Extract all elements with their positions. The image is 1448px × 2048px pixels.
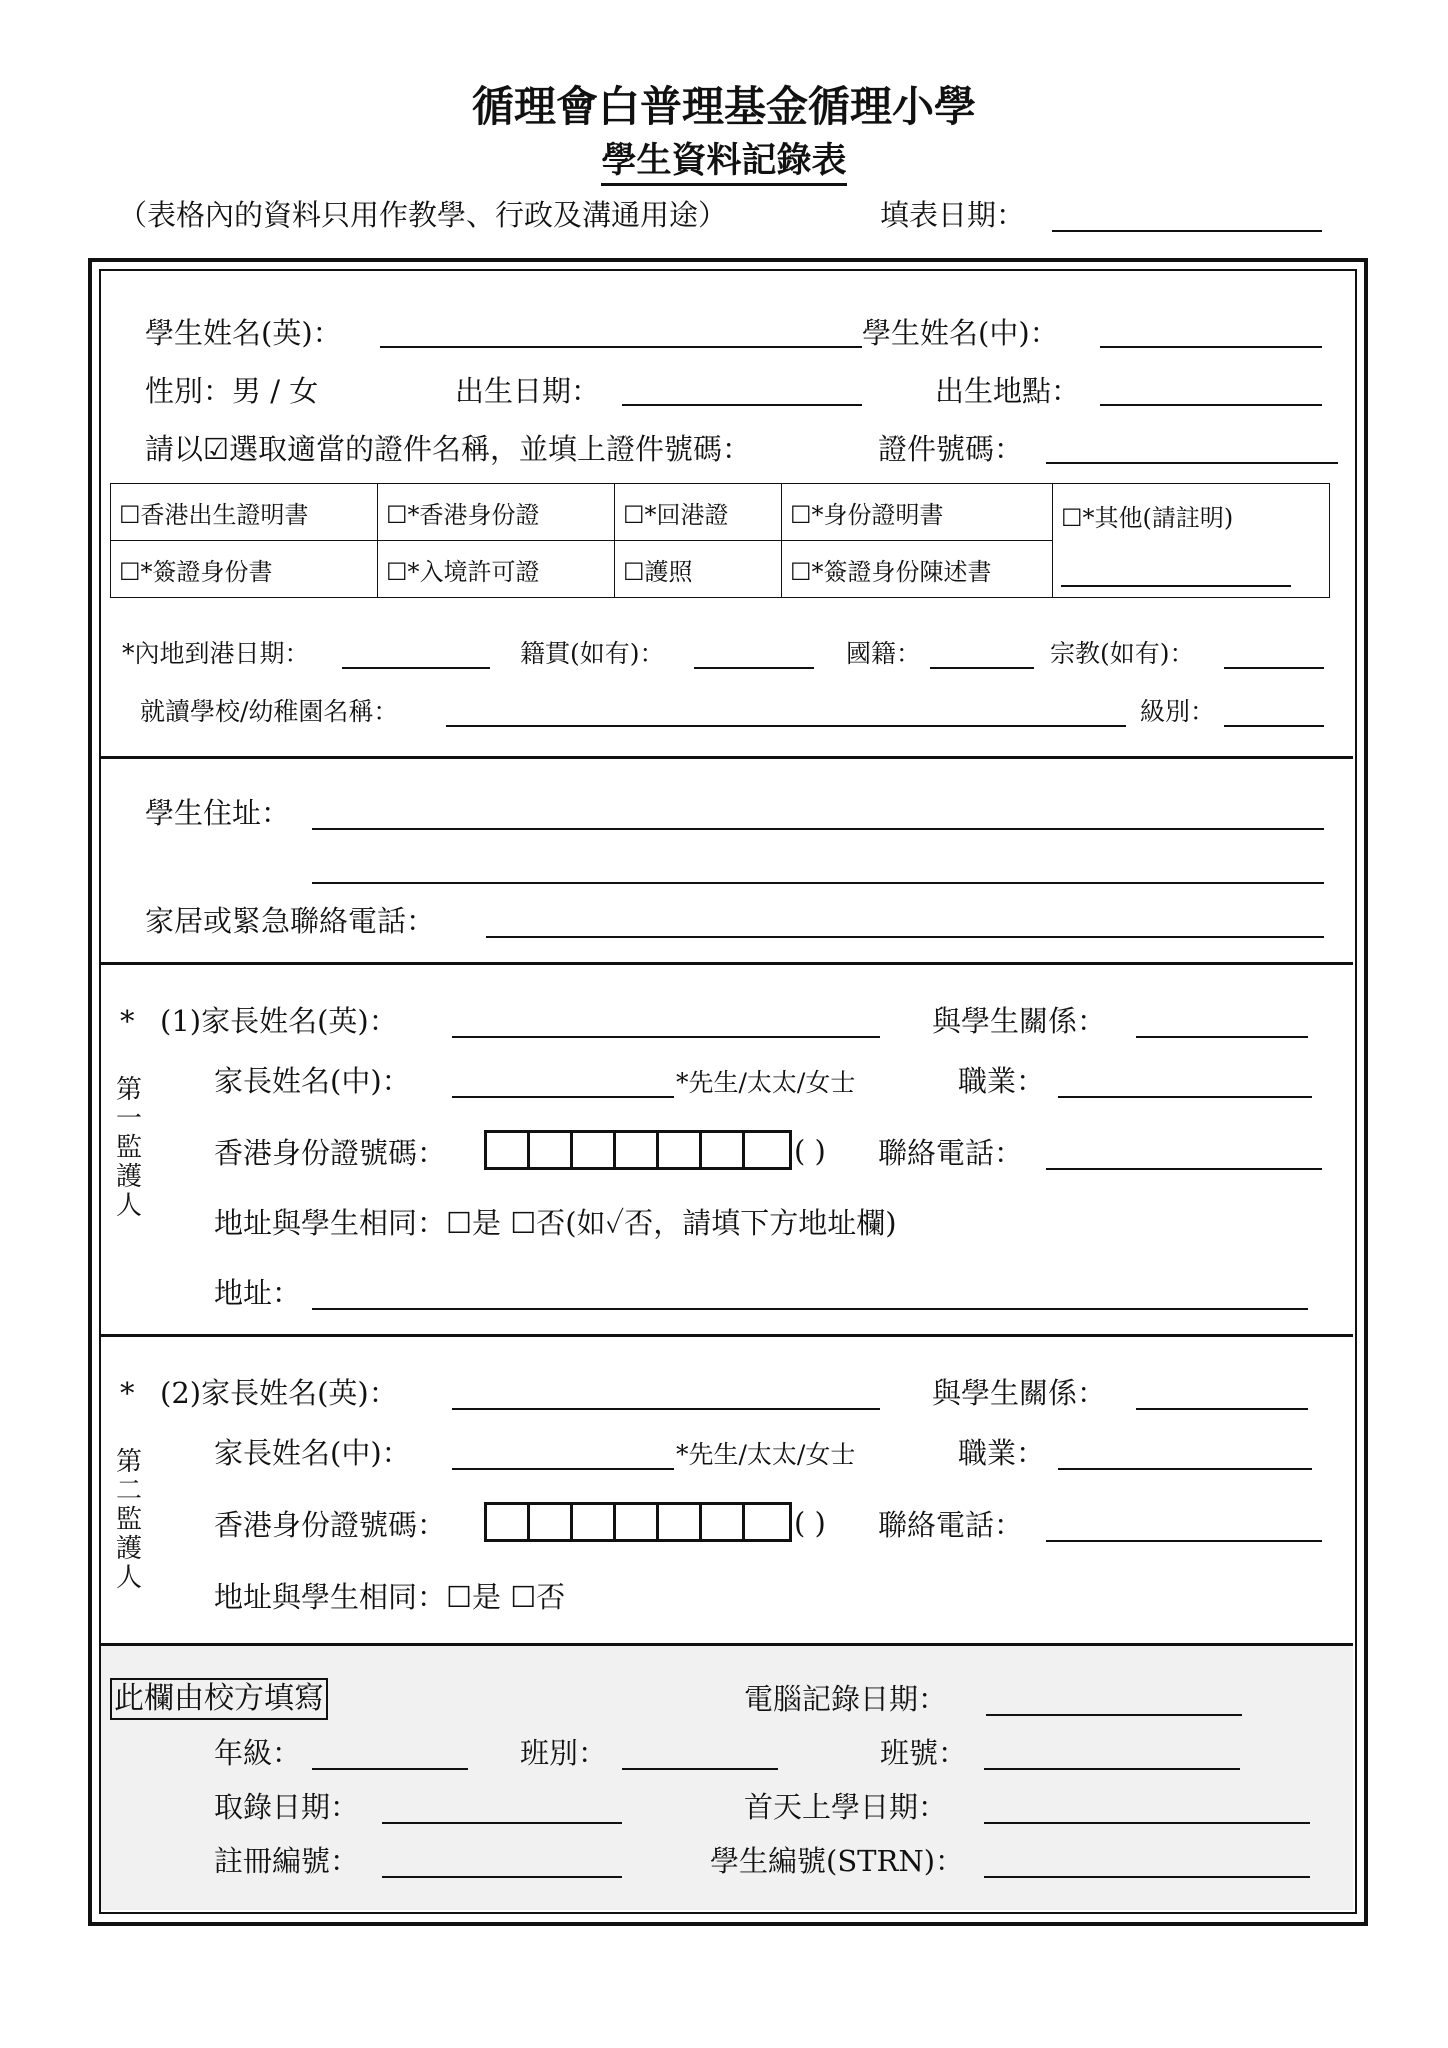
guardian2-name-zh-label: 家長姓名(中)： bbox=[214, 1436, 411, 1470]
section-divider bbox=[101, 962, 1353, 965]
guardian1-required-mark: * bbox=[120, 1004, 135, 1038]
guardian1-contact-label: 聯絡電話： bbox=[878, 1136, 1024, 1170]
guardian1-occupation-field[interactable] bbox=[1058, 1096, 1312, 1098]
hkid-digit-box[interactable] bbox=[487, 1133, 530, 1167]
admission-date-label: 取錄日期： bbox=[214, 1790, 360, 1824]
id-option-entry-permit[interactable]: ☐*入境許可證 bbox=[378, 541, 615, 598]
class-no-label: 班號： bbox=[880, 1736, 968, 1770]
guardian2-contact-label: 聯絡電話： bbox=[878, 1508, 1024, 1542]
dob-field[interactable] bbox=[622, 404, 862, 406]
section-divider bbox=[101, 756, 1353, 759]
guardian2-relation-label: 與學生關係： bbox=[932, 1376, 1107, 1410]
hkid-digit-box[interactable] bbox=[530, 1133, 573, 1167]
guardian2-occupation-label: 職業： bbox=[958, 1436, 1046, 1470]
form-title-text: 學生資料記錄表 bbox=[601, 140, 846, 186]
grade-field[interactable] bbox=[312, 1768, 468, 1770]
first-day-label: 首天上學日期： bbox=[744, 1790, 948, 1824]
school-name-label: 就讀學校/幼稚園名稱： bbox=[140, 697, 399, 726]
side-label-char: 第 bbox=[115, 1075, 142, 1105]
id-option-visa-statement[interactable]: ☐*簽證身份陳述書 bbox=[782, 541, 1053, 598]
id-option-passport[interactable]: ☐護照 bbox=[615, 541, 782, 598]
student-name-zh-field[interactable] bbox=[1100, 346, 1322, 348]
hkid-digit-box[interactable] bbox=[487, 1505, 530, 1539]
guardian1-relation-field[interactable] bbox=[1136, 1036, 1308, 1038]
hkid-digit-box[interactable] bbox=[530, 1505, 573, 1539]
hkid-digit-box[interactable] bbox=[745, 1505, 788, 1539]
side-label-char: 人 bbox=[115, 1563, 142, 1593]
strn-label: 學生編號(STRN)： bbox=[710, 1844, 965, 1878]
guardian2-side-label bbox=[114, 1448, 144, 1593]
guardian2-hkid-boxes[interactable] bbox=[484, 1502, 792, 1542]
student-name-en-field[interactable] bbox=[380, 346, 862, 348]
reg-no-field[interactable] bbox=[382, 1876, 622, 1878]
phone-label: 家居或緊急聯絡電話： bbox=[145, 904, 436, 938]
student-name-zh-label: 學生姓名(中)： bbox=[862, 316, 1059, 350]
guardian2-title-options[interactable]: *先生/太太/女士 bbox=[676, 1440, 856, 1469]
id-number-field[interactable] bbox=[1046, 462, 1338, 464]
guardian1-hkid-check-digit[interactable]: ( ) bbox=[794, 1134, 826, 1168]
record-date-field[interactable] bbox=[986, 1714, 1242, 1716]
id-option-visa-id[interactable]: ☐*簽證身份書 bbox=[111, 541, 378, 598]
id-number-label: 證件號碼： bbox=[878, 432, 1024, 466]
hkid-digit-box[interactable] bbox=[745, 1133, 788, 1167]
phone-field[interactable] bbox=[486, 936, 1324, 938]
guardian2-occupation-field[interactable] bbox=[1058, 1468, 1312, 1470]
id-option-other-cell bbox=[1053, 484, 1330, 598]
section-divider bbox=[101, 1643, 1353, 1646]
guardian2-name-en-field[interactable] bbox=[452, 1408, 880, 1410]
birthplace-label: 出生地點： bbox=[935, 374, 1081, 408]
birthplace-field[interactable] bbox=[1100, 404, 1322, 406]
side-label-char: 護 bbox=[115, 1534, 142, 1564]
id-instruction: 請以☑選取適當的證件名稱，並填上證件號碼： bbox=[145, 432, 751, 466]
student-address-field-line1[interactable] bbox=[312, 828, 1324, 830]
guardian1-hkid-label: 香港身份證號碼： bbox=[214, 1136, 447, 1170]
guardian1-address-label: 地址： bbox=[214, 1276, 302, 1310]
nationality-field[interactable] bbox=[930, 667, 1034, 669]
native-place-field[interactable] bbox=[694, 667, 814, 669]
side-label-char: 二 bbox=[115, 1476, 142, 1506]
guardian2-same-address[interactable]: 地址與學生相同：☐是 ☐否 bbox=[214, 1580, 566, 1614]
guardian2-relation-field[interactable] bbox=[1136, 1408, 1308, 1410]
guardian1-title-options[interactable]: *先生/太太/女士 bbox=[676, 1068, 856, 1097]
class-label: 班別： bbox=[520, 1736, 608, 1770]
admission-date-field[interactable] bbox=[382, 1822, 622, 1824]
grade-label: 年級： bbox=[214, 1736, 302, 1770]
id-option-other[interactable]: ☐*其他(請註明) bbox=[1061, 504, 1234, 532]
guardian1-same-address[interactable]: 地址與學生相同：☐是 ☐否(如✓否，請填下方地址欄) bbox=[214, 1206, 897, 1240]
id-document-table bbox=[110, 483, 1330, 598]
student-name-en-label: 學生姓名(英)： bbox=[145, 316, 342, 350]
side-label-char: 一 bbox=[115, 1104, 142, 1134]
gender-label: 性別：男 / 女 bbox=[145, 374, 319, 408]
usage-note: （表格內的資料只用作教學、行政及溝通用途） bbox=[118, 198, 728, 232]
school-name-field[interactable] bbox=[446, 725, 1126, 727]
id-option-doc-of-identity[interactable]: ☐*身份證明書 bbox=[782, 484, 1053, 541]
class-level-field[interactable] bbox=[1224, 725, 1324, 727]
native-place-label: 籍貫(如有)： bbox=[520, 639, 665, 668]
side-label-char: 護 bbox=[115, 1162, 142, 1192]
class-no-field[interactable] bbox=[984, 1768, 1240, 1770]
guardian1-contact-field[interactable] bbox=[1046, 1168, 1322, 1170]
hkid-digit-box[interactable] bbox=[616, 1505, 659, 1539]
guardian2-name-zh-field[interactable] bbox=[452, 1468, 674, 1470]
guardian1-name-zh-field[interactable] bbox=[452, 1096, 674, 1098]
religion-field[interactable] bbox=[1224, 667, 1324, 669]
side-label-char: 人 bbox=[115, 1191, 142, 1221]
guardian1-occupation-label: 職業： bbox=[958, 1064, 1046, 1098]
hkid-digit-box[interactable] bbox=[659, 1505, 702, 1539]
school-name: 循理會白普理基金循理小學 bbox=[471, 82, 976, 131]
religion-label: 宗教(如有)： bbox=[1050, 639, 1195, 668]
hkid-digit-box[interactable] bbox=[702, 1505, 745, 1539]
id-option-reentry-permit[interactable]: ☐*回港證 bbox=[615, 484, 782, 541]
strn-field[interactable] bbox=[984, 1876, 1310, 1878]
office-use-stamp: 此欄由校方填寫 bbox=[110, 1678, 328, 1720]
guardian1-name-en-field[interactable] bbox=[452, 1036, 880, 1038]
section-divider bbox=[101, 1334, 1353, 1337]
first-day-field[interactable] bbox=[984, 1822, 1310, 1824]
guardian2-name-en-label: (2)家長姓名(英)： bbox=[160, 1376, 398, 1410]
id-option-hkid[interactable]: ☐*香港身份證 bbox=[378, 484, 615, 541]
side-label-char: 第 bbox=[115, 1447, 142, 1477]
guardian1-side-label bbox=[114, 1076, 144, 1221]
fill-date-label: 填表日期： bbox=[880, 198, 1026, 232]
guardian2-required-mark: * bbox=[120, 1376, 135, 1410]
guardian1-address-field[interactable] bbox=[312, 1308, 1308, 1310]
class-level-label: 級別： bbox=[1140, 697, 1216, 726]
student-address-label: 學生住址： bbox=[145, 796, 291, 830]
hkid-digit-box[interactable] bbox=[573, 1505, 616, 1539]
hkid-digit-box[interactable] bbox=[573, 1133, 616, 1167]
side-label-char: 監 bbox=[115, 1505, 142, 1535]
class-field[interactable] bbox=[622, 1768, 778, 1770]
table-row bbox=[111, 484, 1330, 541]
id-other-specify-field[interactable] bbox=[1061, 545, 1291, 587]
guardian1-name-zh-label: 家長姓名(中)： bbox=[214, 1064, 411, 1098]
guardian2-hkid-label: 香港身份證號碼： bbox=[214, 1508, 447, 1542]
arrival-date-field[interactable] bbox=[342, 667, 490, 669]
fill-date-field[interactable] bbox=[1052, 230, 1322, 232]
record-date-label: 電腦記錄日期： bbox=[744, 1682, 948, 1716]
side-label-char: 監 bbox=[115, 1133, 142, 1163]
dob-label: 出生日期： bbox=[455, 374, 601, 408]
nationality-label: 國籍： bbox=[846, 639, 922, 668]
guardian1-relation-label: 與學生關係： bbox=[932, 1004, 1107, 1038]
hkid-digit-box[interactable] bbox=[702, 1133, 745, 1167]
form-title bbox=[0, 140, 1448, 182]
hkid-digit-box[interactable] bbox=[616, 1133, 659, 1167]
guardian2-contact-field[interactable] bbox=[1046, 1540, 1322, 1542]
hkid-digit-box[interactable] bbox=[659, 1133, 702, 1167]
guardian1-hkid-boxes[interactable] bbox=[484, 1130, 792, 1170]
guardian2-hkid-check-digit[interactable]: ( ) bbox=[794, 1506, 826, 1540]
id-option-hk-birth-cert[interactable]: ☐香港出生證明書 bbox=[111, 484, 378, 541]
student-address-field-line2[interactable] bbox=[312, 882, 1324, 884]
guardian1-name-en-label: (1)家長姓名(英)： bbox=[160, 1004, 398, 1038]
reg-no-label: 註冊編號： bbox=[214, 1844, 360, 1878]
arrival-date-label: *內地到港日期： bbox=[122, 639, 310, 668]
